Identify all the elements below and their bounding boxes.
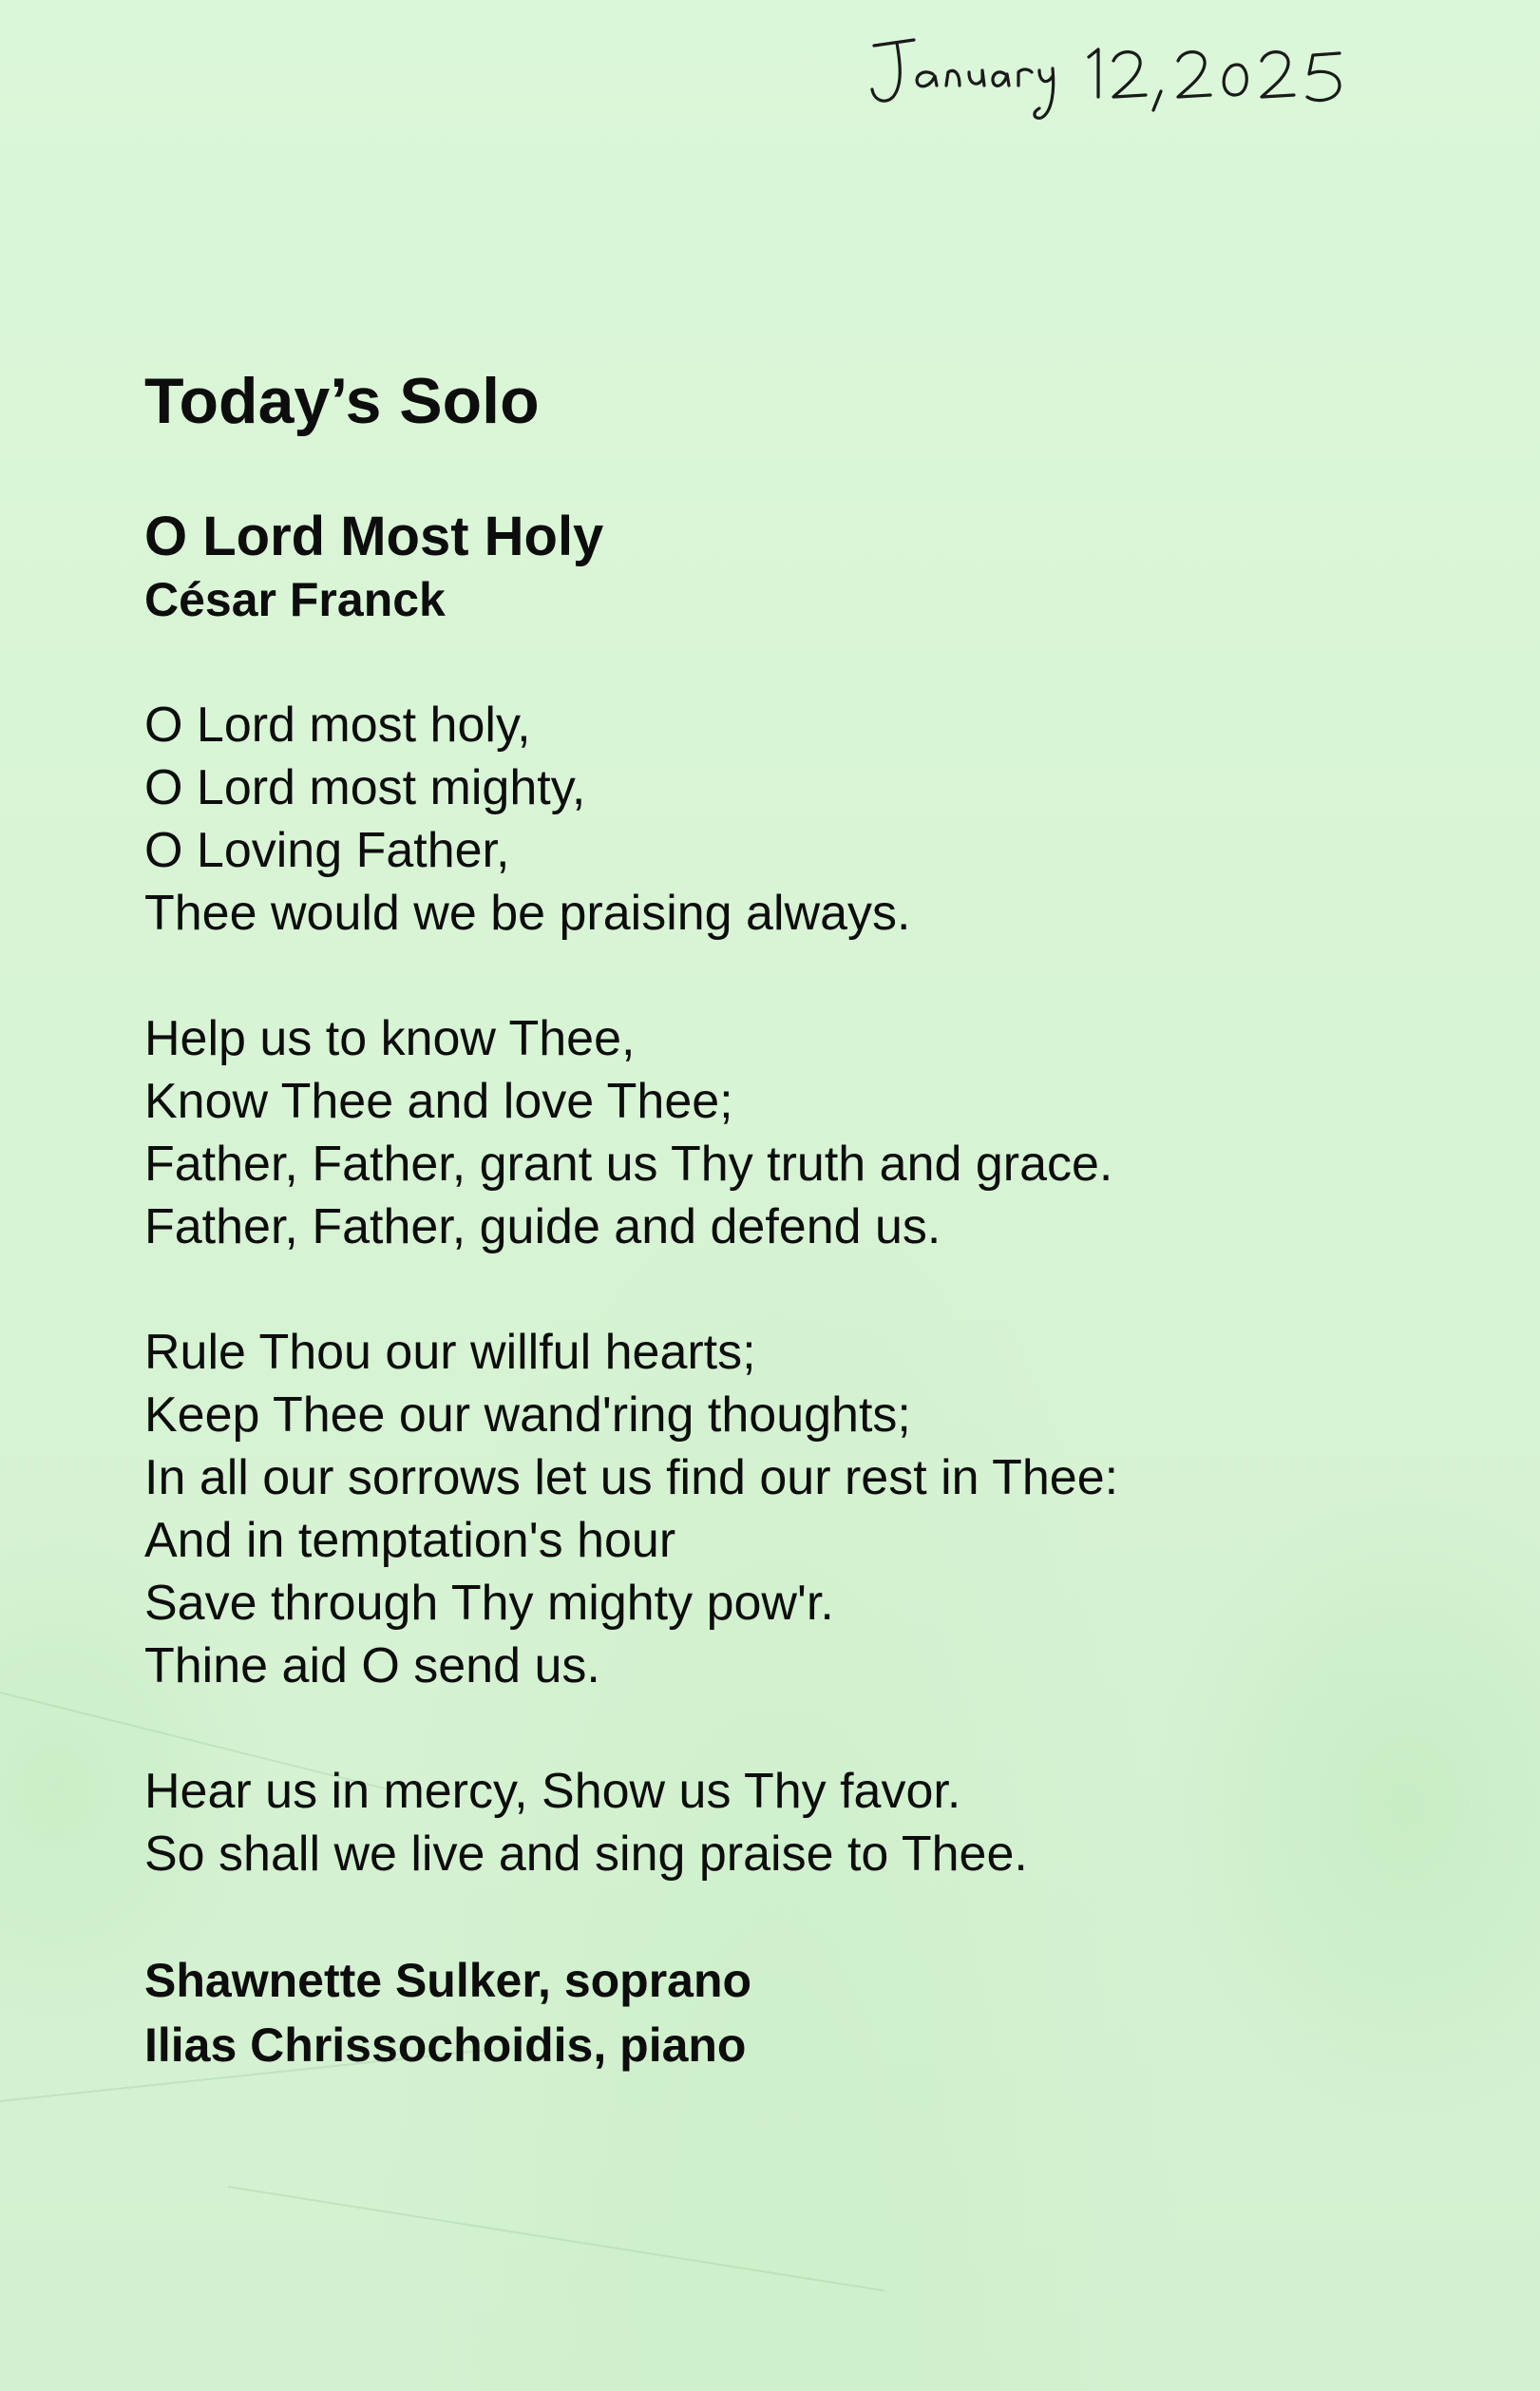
- performer-soprano: Shawnette Sulker, soprano: [144, 1954, 752, 2007]
- lyric-line: Thine aid O send us.: [144, 1638, 600, 1693]
- lyric-line: And in temptation's hour: [144, 1513, 676, 1568]
- lyric-line: Father, Father, grant us Thy truth and grace.: [144, 1137, 1113, 1192]
- lyric-line: Hear us in mercy, Show us Thy favor.: [144, 1764, 961, 1819]
- lyric-line: O Lord most mighty,: [144, 760, 586, 815]
- lyric-line: O Loving Father,: [144, 823, 510, 878]
- lyric-line: Save through Thy mighty pow'r.: [144, 1576, 834, 1631]
- lyrics-stanza: [144, 1321, 1379, 1697]
- lyric-line: Thee would we be praising always.: [144, 886, 911, 941]
- song-title: O Lord Most Holy: [144, 506, 604, 567]
- lyric-line: So shall we live and sing praise to Thee.: [144, 1827, 1028, 1882]
- performer-piano: Ilias Chrissochoidis, piano: [144, 2018, 747, 2072]
- lyric-line: Help us to know Thee,: [144, 1011, 636, 1066]
- program-content: [144, 361, 1379, 2077]
- handwritten-date: [865, 27, 1359, 122]
- lyric-line: Keep Thee our wand'ring thoughts;: [144, 1387, 911, 1443]
- performers-list: [144, 1948, 1379, 2077]
- lyrics-stanza: [144, 694, 1379, 945]
- lyric-line: In all our sorrows let us find our rest in Thee:: [144, 1450, 1119, 1505]
- composer-name: César Franck: [144, 573, 446, 626]
- lyrics-stanza: [144, 1007, 1379, 1258]
- lyrics-stanza: [144, 1760, 1379, 1885]
- page-heading: Today’s Solo: [144, 365, 540, 437]
- lyric-line: Know Thee and love Thee;: [144, 1074, 733, 1129]
- lyric-line: Father, Father, guide and defend us.: [144, 1199, 941, 1254]
- paper-crease: [228, 2186, 885, 2291]
- lyric-line: Rule Thou our willful hearts;: [144, 1325, 756, 1380]
- lyric-line: O Lord most holy,: [144, 698, 531, 753]
